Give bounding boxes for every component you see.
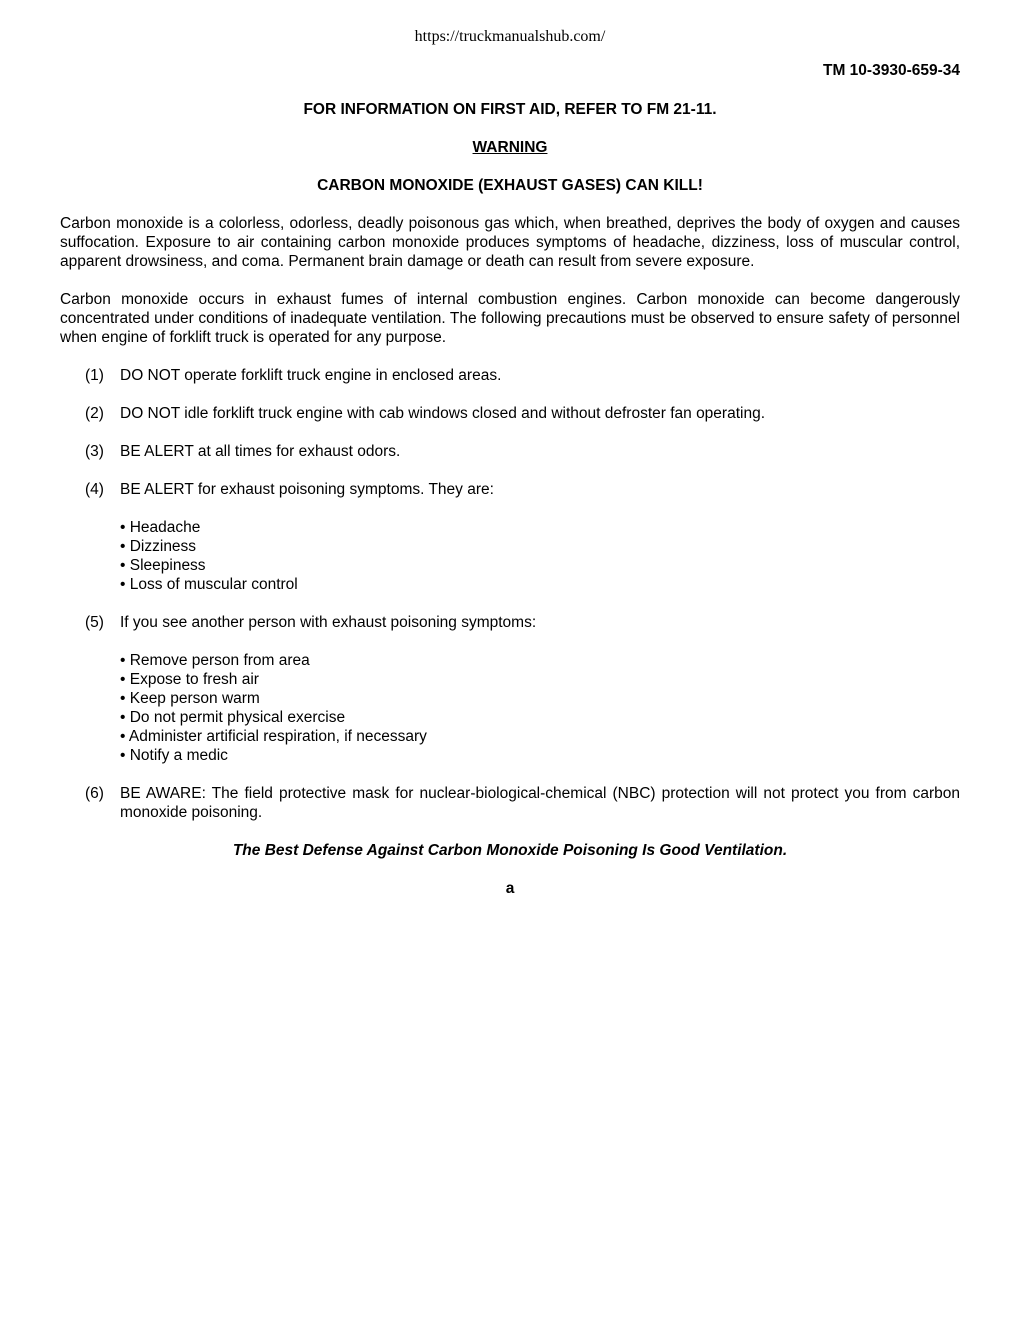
- action-item: • Administer artificial respiration, if necessary: [120, 728, 427, 745]
- symptom-item: • Loss of muscular control: [120, 576, 298, 593]
- precaution-number: (3): [85, 443, 104, 460]
- precaution-text: BE ALERT for exhaust poisoning symptoms. They are:: [120, 481, 494, 498]
- page-label: a: [505, 880, 515, 897]
- warning-heading: WARNING: [472, 139, 548, 156]
- precaution-item: [60, 366, 960, 385]
- symptom-item: • Sleepiness: [120, 557, 206, 574]
- precaution-number: (4): [85, 481, 104, 498]
- source-url[interactable]: https://truckmanualshub.com/: [414, 28, 606, 45]
- paragraph-hazard-description: Carbon monoxide is a colorless, odorless, deadly poisonous gas which, when breathed, deprives the body of oxygen and causes suffocation. Exposure to air containing carbon monoxide produces symptoms of headache, dizziness, loss of muscular control, apparent drowsiness, and coma. Permanent brain damage or death can result from severe exposure.: [60, 215, 960, 270]
- action-item: • Remove person from area: [120, 652, 310, 669]
- precaution-item: [60, 404, 960, 423]
- precaution-text: If you see another person with exhaust poisoning symptoms:: [120, 614, 537, 631]
- symptom-item: • Dizziness: [120, 538, 197, 555]
- precaution-number: (1): [85, 367, 104, 384]
- action-list: [60, 651, 960, 765]
- precaution-item: [60, 442, 960, 461]
- precaution-text: BE ALERT at all times for exhaust odors.: [120, 443, 401, 460]
- symptom-list: [60, 518, 960, 594]
- precaution-number: (2): [85, 405, 104, 422]
- precaution-item: [60, 784, 960, 822]
- action-item: • Expose to fresh air: [120, 671, 259, 688]
- precaution-text: DO NOT operate forklift truck engine in enclosed areas.: [120, 367, 502, 384]
- symptom-item: • Headache: [120, 519, 201, 536]
- document-id: TM 10-3930-659-34: [823, 62, 960, 79]
- precaution-number: (6): [85, 785, 104, 802]
- precaution-item: [60, 480, 960, 499]
- first-aid-reference: FOR INFORMATION ON FIRST AID, REFER TO FM 21-11.: [303, 101, 717, 118]
- precaution-text: DO NOT idle forklift truck engine with cab windows closed and without defroster fan operating.: [120, 405, 766, 422]
- action-item: • Notify a medic: [120, 747, 228, 764]
- precaution-text: BE AWARE: The field protective mask for nuclear-biological-chemical (NBC) protection will not protect you from carbon monoxide poisoning.: [120, 785, 960, 821]
- closing-statement: The Best Defense Against Carbon Monoxide Poisoning Is Good Ventilation.: [232, 842, 788, 859]
- action-item: • Do not permit physical exercise: [120, 709, 346, 726]
- precaution-item: [60, 613, 960, 632]
- paragraph-hazard-source: Carbon monoxide occurs in exhaust fumes of internal combustion engines. Carbon monoxide can become dangerously concentrated under conditions of inadequate ventilation. The following precautions must be observed to ensure safety of personnel when engine of forklift truck is operated for any purpose.: [60, 291, 960, 346]
- precaution-number: (5): [85, 614, 104, 631]
- action-item: • Keep person warm: [120, 690, 260, 707]
- document-body: [60, 100, 960, 898]
- warning-subheading: CARBON MONOXIDE (EXHAUST GASES) CAN KILL!: [317, 177, 703, 194]
